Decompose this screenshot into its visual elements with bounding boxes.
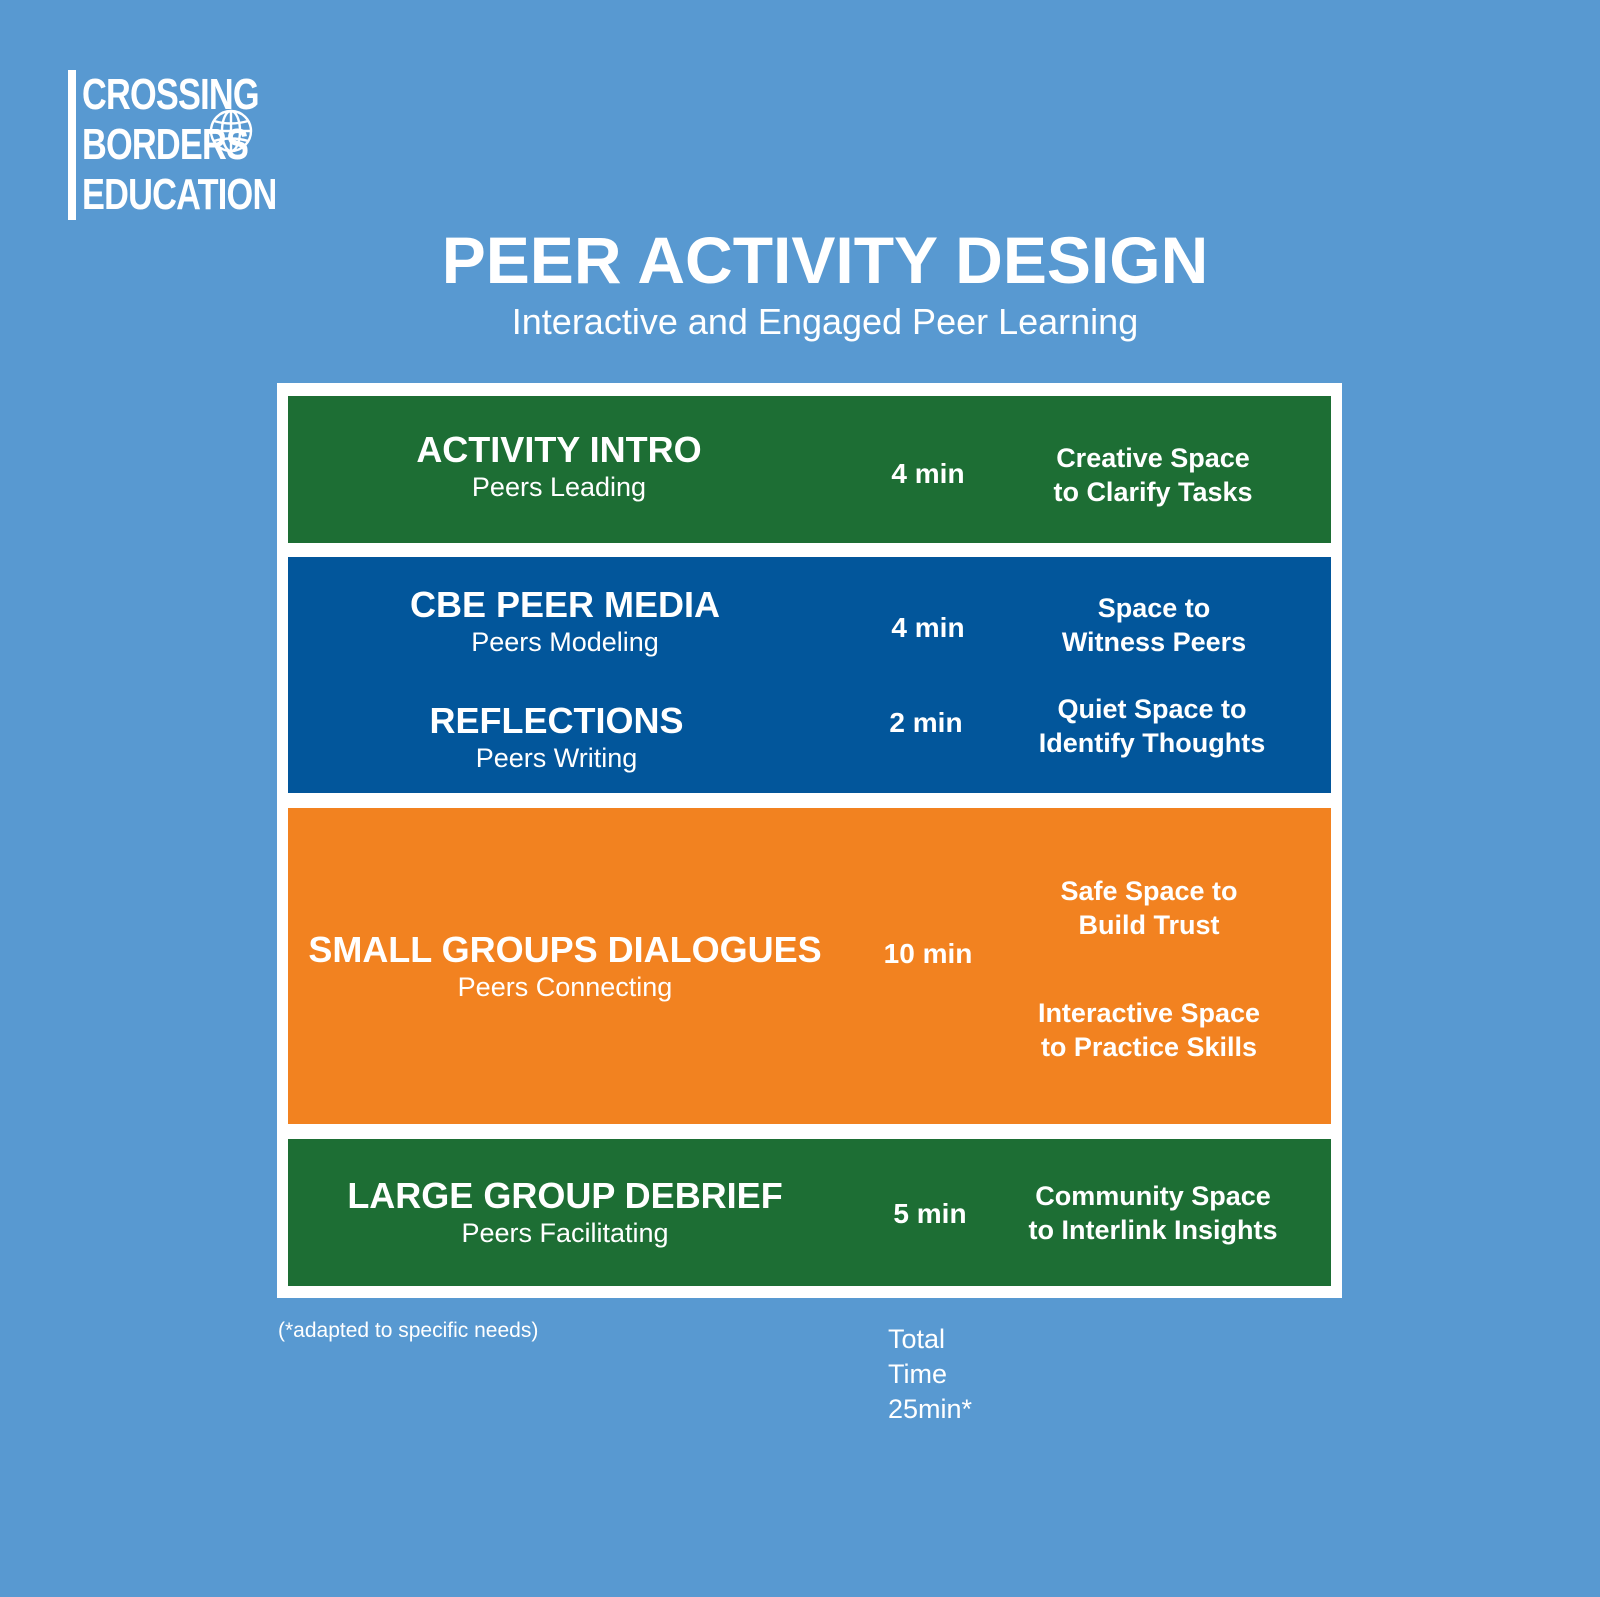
space-line: to Interlink Insights bbox=[1028, 1215, 1278, 1245]
space-line: to Clarify Tasks bbox=[1053, 477, 1253, 507]
stage-title: ACTIVITY INTRO bbox=[416, 429, 702, 470]
stage-subtitle: Peers Leading bbox=[471, 472, 647, 502]
stage-name bbox=[288, 930, 842, 1004]
stage-large-group-debrief bbox=[288, 1139, 1331, 1286]
stage-name bbox=[288, 585, 842, 659]
activity-table bbox=[277, 383, 1342, 1298]
stage-group-media-reflections bbox=[288, 557, 1331, 793]
space-line: to Practice Skills bbox=[1040, 1032, 1258, 1062]
stage-small-groups-dialogues bbox=[288, 808, 1331, 1124]
stage-name bbox=[288, 1176, 842, 1250]
stage-time: 4 min bbox=[891, 458, 965, 489]
page-subtitle: Interactive and Engaged Peer Learning bbox=[511, 301, 1139, 342]
page-title: PEER ACTIVITY DESIGN bbox=[441, 223, 1209, 297]
stage-space bbox=[989, 874, 1309, 942]
space-line: Build Trust bbox=[1078, 910, 1220, 940]
space-line: Creative Space bbox=[1056, 443, 1250, 473]
space-line: Identify Thoughts bbox=[1038, 728, 1266, 758]
stage-subtitle: Peers Facilitating bbox=[461, 1218, 669, 1248]
stage-time: 5 min bbox=[893, 1198, 967, 1229]
stage-time: 4 min bbox=[891, 612, 965, 643]
stage-subtitle: Peers Writing bbox=[475, 743, 638, 773]
logo-line-education: EDUCATION bbox=[82, 170, 277, 219]
stage-name bbox=[288, 701, 825, 775]
stage-title: SMALL GROUPS DIALOGUES bbox=[308, 929, 822, 970]
stage-subtitle: Peers Connecting bbox=[457, 972, 673, 1002]
stage-time: 10 min bbox=[883, 938, 973, 969]
logo bbox=[68, 70, 331, 220]
stage-space bbox=[994, 591, 1314, 659]
stage-space bbox=[992, 692, 1312, 760]
space-line: Community Space bbox=[1035, 1181, 1271, 1211]
space-line: Interactive Space bbox=[1037, 998, 1261, 1028]
footnote: (*adapted to specific needs) bbox=[278, 1319, 539, 1342]
total-line: Time bbox=[888, 1359, 947, 1389]
globe-icon bbox=[208, 108, 254, 154]
logo-line-borders: BORDERS bbox=[82, 120, 249, 169]
stage-space bbox=[993, 441, 1313, 509]
stage-subtitle: Peers Modeling bbox=[471, 627, 659, 657]
space-line: Safe Space to bbox=[1060, 876, 1238, 906]
stage-title: REFLECTIONS bbox=[429, 700, 684, 741]
total-line: 25min* bbox=[888, 1394, 973, 1424]
space-line: Space to bbox=[1097, 593, 1211, 623]
total-line: Total bbox=[888, 1324, 946, 1354]
space-line: Witness Peers bbox=[1061, 627, 1247, 657]
stage-title: LARGE GROUP DEBRIEF bbox=[347, 1175, 783, 1216]
logo-line-crossing: CROSSING bbox=[82, 70, 259, 119]
stage-name bbox=[288, 430, 830, 504]
space-line: Quiet Space to bbox=[1057, 694, 1247, 724]
stage-space bbox=[993, 1179, 1313, 1247]
stage-title: CBE PEER MEDIA bbox=[409, 584, 721, 625]
stage-activity-intro bbox=[288, 396, 1331, 543]
stage-time: 2 min bbox=[889, 707, 963, 738]
stage-space bbox=[989, 996, 1309, 1064]
total-time bbox=[888, 1322, 972, 1427]
